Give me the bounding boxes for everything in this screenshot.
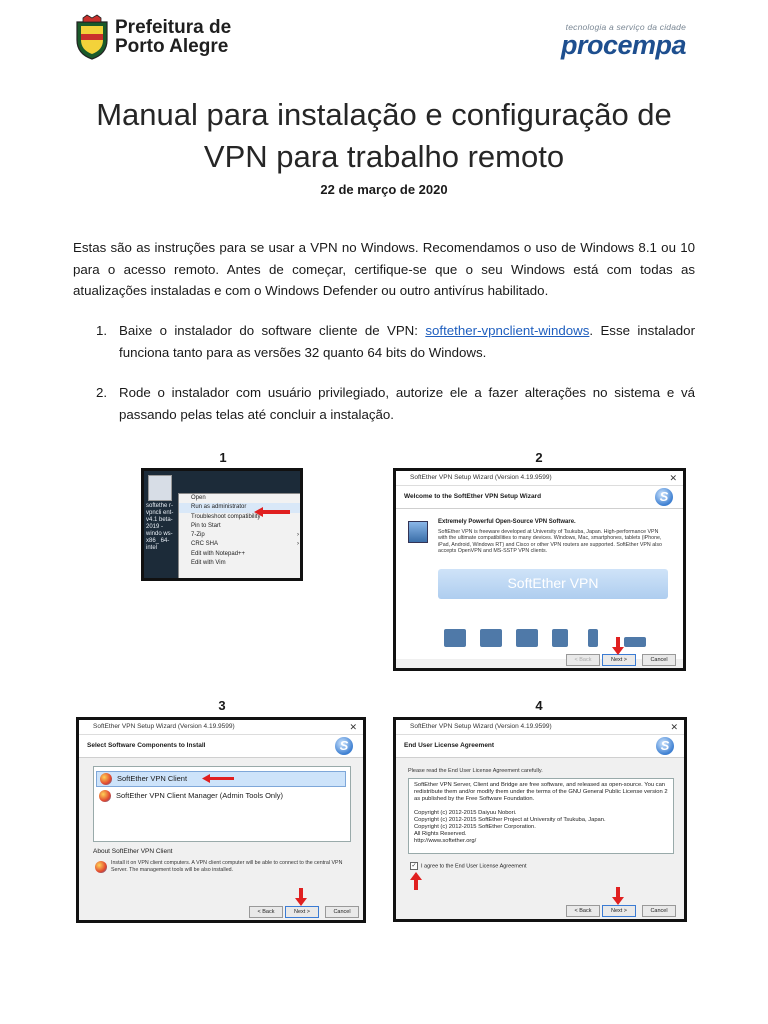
menu-item-vim[interactable]: Edit with Vim (191, 560, 226, 567)
softether-banner (438, 569, 668, 599)
pmpa-line1: Prefeitura de (115, 17, 232, 38)
red-arrow-icon (202, 774, 234, 783)
step-2-text: Rode o instalador com usuário privilegiado, autorize ele a fazer alterações no sistema e vá passando pelas telas até concluir a instalação. (119, 385, 695, 422)
about-heading: About SoftEther VPN Client (93, 848, 173, 855)
context-menu (178, 493, 303, 579)
close-icon[interactable]: ✕ (669, 473, 677, 483)
screenshot-2-welcome (393, 468, 686, 671)
device-illustration (442, 605, 668, 655)
red-arrow-icon (612, 637, 624, 655)
wizard-body (396, 509, 683, 659)
intro-paragraph: Estas são as instruções para se usar a VPN no Windows. Recomendamos o uso de Windows 8.1 ou 10 para o acesso remoto. Antes de começar, certifique-se que o seu Windows está com todas as atualizações instaladas e com o Windows Defender ou outro antivírus habilitado. (73, 240, 695, 298)
device-linux-icon (480, 629, 502, 647)
cancel-button[interactable]: Cancel (325, 906, 359, 918)
red-arrow-icon (295, 888, 307, 906)
screenshot-1-context-menu (141, 468, 303, 581)
document-date: 22 de março de 2020 (320, 182, 448, 197)
device-phone-icon (588, 629, 598, 647)
procempa-tagline: tecnologia a serviço da cidade (565, 22, 686, 32)
screenshot-4-license (393, 717, 687, 922)
prefeitura-logo (73, 14, 233, 62)
screenshot-3-components (76, 717, 366, 923)
menu-item-7zip[interactable]: 7-Zip › (179, 531, 303, 540)
cancel-button[interactable]: Cancel (642, 905, 676, 917)
feature-title: Extremely Powerful Open-Source VPN Software. (438, 519, 576, 525)
component-option-manager[interactable] (96, 789, 283, 803)
procempa-logo (541, 22, 686, 62)
checkbox-checked-icon[interactable]: ✓ (411, 863, 417, 869)
red-arrow-icon (254, 507, 290, 517)
installer-file-icon (148, 475, 172, 501)
device-mac-icon (516, 629, 538, 647)
menu-item-open[interactable]: Open (191, 495, 206, 501)
download-link[interactable]: softether-vpnclient-windows (425, 323, 590, 338)
wizard-header (396, 735, 684, 758)
device-windows-icon (444, 629, 466, 647)
agree-checkbox-row[interactable] (410, 862, 526, 870)
back-button[interactable]: < Back (566, 905, 600, 917)
back-button[interactable]: < Back (249, 906, 283, 918)
vpn-client-icon (100, 773, 112, 785)
step-1 (73, 320, 695, 363)
pmpa-line2: Porto Alegre (115, 36, 229, 57)
procempa-name: procempa (560, 30, 686, 60)
title-line1: Manual para instalação e configuração de (96, 97, 672, 132)
window-title-bar (396, 471, 683, 486)
wizard-heading: Select Software Components to Install (87, 742, 206, 749)
menu-item-pin-to-start[interactable]: Pin to Start (191, 522, 221, 529)
feature-text: SoftEther VPN is freeware developed at University of Tsukuba, Japan. High-performance VPN with the ultimate compatibilities to many devices. Windows, Mac, smartphones, tablets (iPhone, iPad, Android, Windows RT) and Cisco or other VPN routers are supported. SoftEther VPN also accepts OpenVPN and MS-SSTP VPN clients. (438, 529, 662, 554)
crest-icon (73, 14, 111, 60)
next-button[interactable]: Next > (602, 654, 636, 666)
device-tablet-icon (552, 629, 568, 647)
agree-label: I agree to the End User License Agreement (421, 863, 527, 870)
wizard-heading: Welcome to the SoftEther VPN Setup Wizard (404, 493, 542, 500)
close-icon[interactable]: ✕ (670, 722, 678, 732)
vpn-client-small-icon (95, 861, 107, 873)
title-line2: VPN para trabalho remoto (203, 139, 565, 174)
wizard-heading: End User License Agreement (404, 742, 495, 749)
figure-number-4: 4 (535, 698, 543, 713)
device-router-icon (624, 637, 646, 647)
component-option-client-label: SoftEther VPN Client (117, 774, 188, 783)
wizard-header (79, 735, 363, 758)
wizard-header (396, 486, 683, 509)
menu-item-run-as-admin[interactable]: Run as administrator (179, 503, 303, 512)
step-2 (73, 382, 695, 425)
read-instruction: Please read the End User License Agreement carefully. (408, 768, 543, 774)
component-list (93, 766, 351, 842)
red-arrow-icon (410, 872, 422, 890)
step-1-number: 1. (96, 323, 108, 338)
step-1-text: Baixe o instalador do software cliente de VPN: (119, 323, 426, 338)
step-2-number: 2. (96, 385, 108, 400)
component-description: Install it on VPN client computers. A VPN client computer will be able to connect to the central VPN Server. The management tools will be also installed. (111, 860, 343, 873)
installer-file-label: softethe r-vpncli ent-v4.1 beta-2019 -windo ws-x86_ 64-intel (146, 503, 174, 551)
window-title-bar (396, 720, 684, 735)
license-text-box[interactable]: SoftEther VPN Server, Client and Bridge are free software, and released as open-source. You can redistribute them and/or modify them under the terms of the GNU General Public License version 2 as published by the Free Software Foundation. Copyright (c) 2012-2015 Daiyuu Nobori. Copyright (c) 2012-2015 SoftEther Project at University of Tsukuba, Japan. Copyright (c) 2012-2015 SoftEther Corporation. All Rights Reserved. http://www.softether.org/ (408, 778, 674, 854)
component-option-manager-label: SoftEther VPN Client Manager (Admin Tools Only) (116, 791, 284, 800)
package-icon (408, 521, 428, 543)
cancel-button[interactable]: Cancel (642, 654, 676, 666)
next-button[interactable]: Next > (602, 905, 636, 917)
figure-number-2: 2 (535, 450, 543, 465)
back-button[interactable]: < Back (566, 654, 600, 666)
vpn-manager-icon (99, 790, 111, 802)
next-button[interactable]: Next > (285, 906, 319, 918)
softether-logo-icon: S (655, 488, 673, 506)
softether-logo-icon: S (335, 737, 353, 755)
menu-item-notepad[interactable]: Edit with Notepad++ (191, 550, 246, 557)
window-title-bar (79, 720, 363, 735)
banner-text: SoftEther VPN (507, 575, 599, 591)
figure-number-1: 1 (219, 450, 227, 465)
window-title: SoftEther VPN Setup Wizard (Version 4.19.9599) (410, 474, 552, 481)
window-title: SoftEther VPN Setup Wizard (Version 4.19.9599) (93, 723, 235, 730)
step-1-text-after: . Esse instalador funciona tanto para as versões 32 quanto 64 bits do Windows. (119, 323, 695, 360)
softether-logo-icon: S (656, 737, 674, 755)
page-title (60, 94, 708, 178)
window-title: SoftEther VPN Setup Wizard (Version 4.19.9599) (410, 723, 552, 730)
red-arrow-icon (612, 887, 624, 905)
menu-item-crc-sha[interactable]: CRC SHA › (179, 540, 303, 549)
figure-number-3: 3 (218, 698, 226, 713)
close-icon[interactable]: ✕ (349, 722, 357, 732)
menu-item-troubleshoot[interactable]: Troubleshoot compatibility (191, 513, 261, 520)
